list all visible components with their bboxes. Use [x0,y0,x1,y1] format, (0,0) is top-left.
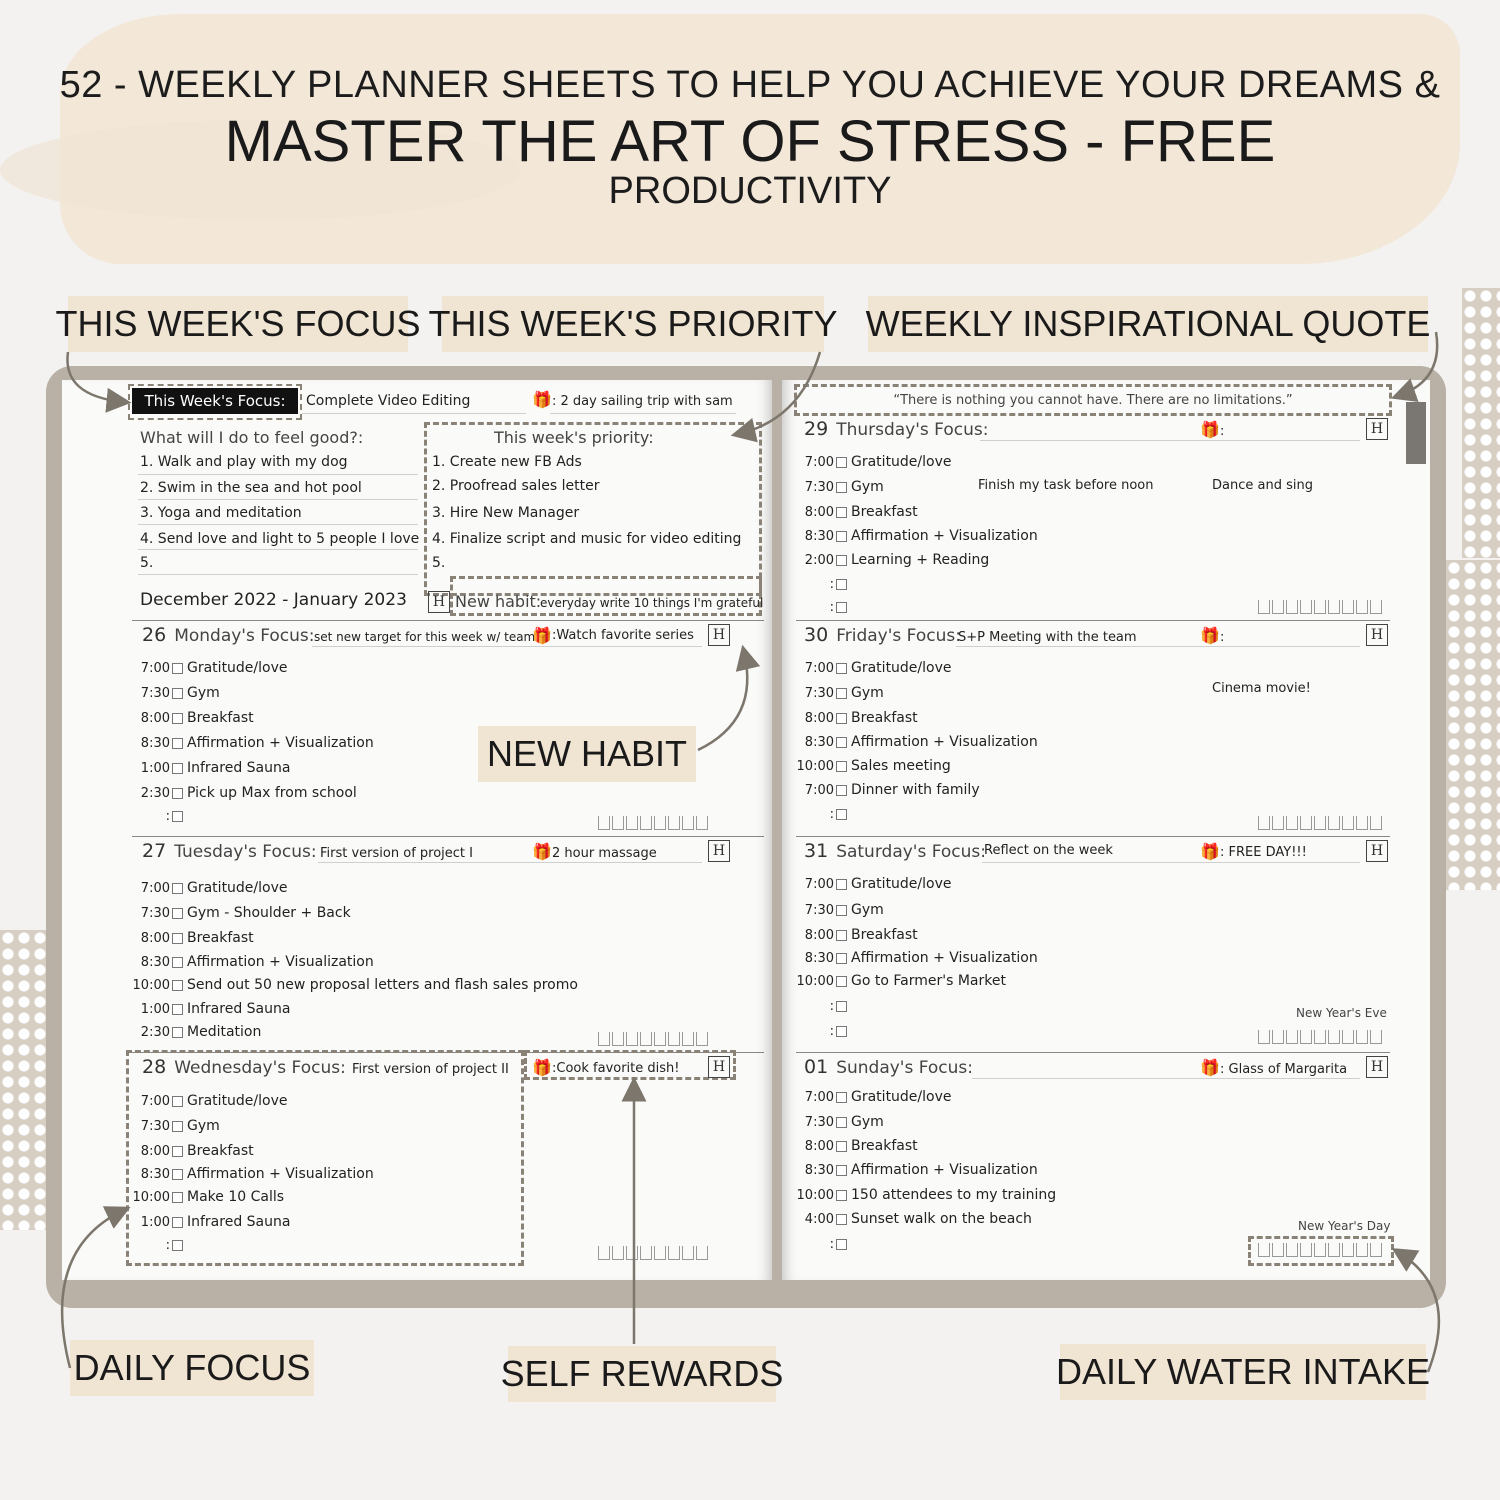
day-focus-value: set new target for this week w/ team [314,630,536,644]
task-text: Affirmation + Visualization [851,950,1038,966]
callout-this-weeks-focus: THIS WEEK'S FOCUS [68,296,408,352]
task-text: Gym [851,902,884,918]
task-text: Send out 50 new proposal letters and flash sales promo [187,977,578,993]
day-number: 28 [142,1056,167,1078]
time-slot: : [829,1236,834,1252]
day-focus-label: Sunday's Focus: [836,1058,974,1078]
day-reward: : [1220,424,1225,439]
arrow-to-priority [738,352,820,434]
time-slot: 1:00 [140,1214,170,1230]
time-slot: 7:30 [140,685,170,701]
time-slot: 10:00 [796,973,834,989]
task-text: Infrared Sauna [187,1001,291,1017]
date-range: December 2022 - January 2023 [140,590,407,610]
headline-line-2: MASTER THE ART OF STRESS - FREE [224,109,1276,174]
time-slot: 8:00 [140,930,170,946]
callout-daily-water-intake: DAILY WATER INTAKE [1060,1344,1426,1400]
time-slot: 8:30 [804,1162,834,1178]
time-slot: 2:30 [140,785,170,801]
day-focus-value: Reflect on the week [984,843,1113,858]
time-slot: 7:00 [804,876,834,892]
habit-check-box[interactable]: H [708,624,730,646]
time-slot: 7:00 [140,660,170,676]
day-reward: : [1220,630,1225,645]
habit-check-box[interactable]: H [1366,624,1388,646]
time-slot: 10:00 [132,1189,170,1205]
arrow-to-week-focus [67,352,124,402]
task-text: Meditation [187,1024,262,1040]
time-slot: : [829,576,834,592]
task-text: Affirmation + Visualization [851,734,1038,750]
time-slot: 2:00 [804,552,834,568]
task-text: Dinner with family [851,782,980,798]
time-slot: 8:00 [804,1138,834,1154]
holiday-label: New Year's Day [1298,1219,1391,1233]
time-slot: 7:30 [804,685,834,701]
task-text: Infrared Sauna [187,1214,291,1230]
arrow-to-daily-focus [62,1210,124,1368]
day-note: Finish my task before noon [978,478,1154,493]
time-slot: 8:00 [140,1143,170,1159]
gift-icon: 🎁 [1200,1058,1220,1077]
habit-check-box[interactable]: H [708,1056,730,1078]
task-text: Sales meeting [851,758,951,774]
task-text: Breakfast [851,927,918,943]
day-focus-label: Friday's Focus: [836,626,961,646]
time-slot: 7:00 [804,454,834,470]
time-slot: 7:00 [804,1089,834,1105]
time-slot: 8:30 [140,1166,170,1182]
priority-item: 5. [432,555,446,571]
time-slot: 7:30 [804,1114,834,1130]
task-text: Breakfast [851,504,918,520]
week-focus-value: Complete Video Editing [306,393,471,409]
time-slot: 8:30 [804,950,834,966]
headline-line-1: 52 - WEEKLY PLANNER SHEETS TO HELP YOU ACHIEVE YOUR DREAMS & [59,64,1441,106]
task-text: Affirmation + Visualization [851,528,1038,544]
day-reward: : Glass of Margarita [1220,1062,1348,1077]
priority-item: 2. Proofread sales letter [432,478,600,494]
gift-icon: 🎁 [532,1058,552,1077]
time-slot: 8:30 [140,954,170,970]
task-text: Breakfast [851,710,918,726]
time-slot: : [829,1023,834,1039]
task-text: Gratitude/love [851,454,952,470]
time-slot: 7:00 [804,660,834,676]
day-focus-value: S+P Meeting with the team [958,630,1137,645]
habit-check-box[interactable]: H [708,840,730,862]
time-slot: : [829,806,834,822]
task-text: Gym - Shoulder + Back [187,905,351,921]
task-text: Infrared Sauna [187,760,291,776]
gift-icon: 🎁 [1200,626,1220,645]
new-habit-label: New habit: [455,592,542,611]
time-slot: 2:30 [140,1024,170,1040]
time-slot: 10:00 [132,977,170,993]
task-text: Affirmation + Visualization [187,1166,374,1182]
task-text: Gratitude/love [851,876,952,892]
day-reward: 2 hour massage [552,846,657,861]
task-text: Gym [851,1114,884,1130]
feel-good-item: 1. Walk and play with my dog [140,454,348,470]
day-focus-label: Monday's Focus: [174,626,315,646]
time-slot: 8:00 [804,504,834,520]
task-text: Go to Farmer's Market [851,973,1006,989]
time-slot: 8:00 [804,710,834,726]
day-reward: :Watch favorite series [552,628,694,643]
time-slot: 8:00 [140,710,170,726]
habit-check-box[interactable]: H [1366,840,1388,862]
task-text: Gym [187,1118,220,1134]
time-slot: : [165,808,170,824]
feel-good-item: 5. [140,555,154,571]
arrow-to-water-intake [1398,1252,1439,1372]
day-note: Dance and sing [1212,478,1313,493]
day-number: 01 [804,1056,829,1078]
task-text: Gratitude/love [187,1093,288,1109]
day-focus-label: Thursday's Focus: [836,420,989,440]
day-note: Cinema movie! [1212,681,1311,696]
day-number: 30 [804,624,829,646]
time-slot: 4:00 [804,1211,834,1227]
day-number: 31 [804,840,829,862]
priority-title: This week's priority: [494,428,654,447]
priority-item: 3. Hire New Manager [432,505,580,521]
day-focus-label: Saturday's Focus: [836,842,987,862]
day-focus-value: First version of project II [352,1062,509,1077]
day-number: 29 [804,418,829,440]
gift-icon: 🎁 [532,842,552,861]
callout-self-rewards: SELF REWARDS [508,1346,776,1402]
gift-icon: 🎁 [532,626,552,645]
time-slot: 7:30 [804,479,834,495]
feel-good-title: What will I do to feel good?: [140,428,364,447]
task-text: Gratitude/love [851,660,952,676]
time-slot: 7:30 [140,1118,170,1134]
task-text: Gratitude/love [187,880,288,896]
task-text: Learning + Reading [851,552,990,568]
callout-daily-focus: DAILY FOCUS [70,1340,314,1396]
arrow-to-quote [1398,332,1437,396]
task-text: Affirmation + Visualization [851,1162,1038,1178]
time-slot: 7:00 [804,782,834,798]
task-text: Gym [851,479,884,495]
new-habit-value: everyday write 10 things I'm grateful [540,596,764,610]
time-slot: 7:00 [140,1093,170,1109]
feel-good-item: 2. Swim in the sea and hot pool [140,480,362,496]
task-text: Affirmation + Visualization [187,735,374,751]
gift-icon: 🎁 [1200,842,1220,861]
task-text: Gratitude/love [187,660,288,676]
feel-good-item: 3. Yoga and meditation [140,505,302,521]
day-focus-label: Wednesday's Focus: [174,1058,346,1078]
time-slot: 7:30 [140,905,170,921]
habit-check-box[interactable]: H [428,591,450,613]
task-text: Breakfast [187,930,254,946]
week-focus-label: This Week's Focus: [132,388,298,414]
task-text: Sunset walk on the beach [851,1211,1032,1227]
task-text: Gym [187,685,220,701]
callout-weekly-inspirational-quote: WEEKLY INSPIRATIONAL QUOTE [868,296,1428,352]
callout-new-habit: NEW HABIT [478,726,696,782]
feel-good-item: 4. Send love and light to 5 people I love [140,531,420,547]
time-slot: : [829,599,834,615]
day-number: 27 [142,840,167,862]
holiday-label: New Year's Eve [1296,1006,1387,1020]
time-slot: 1:00 [140,1001,170,1017]
gift-icon: 🎁 [532,390,552,409]
time-slot: : [165,1237,170,1253]
day-reward: : FREE DAY!!! [1220,845,1307,860]
task-text: Gratitude/love [851,1089,952,1105]
day-focus-label: Tuesday's Focus: [174,842,317,862]
time-slot: 7:30 [804,902,834,918]
headline-line-3: PRODUCTIVITY [608,170,892,212]
time-slot: 8:00 [804,927,834,943]
gift-icon: 🎁 [1200,420,1220,439]
task-text: Pick up Max from school [187,785,357,801]
arrow-to-new-habit [698,652,747,750]
weekly-quote: “There is nothing you cannot have. There are no limitations.” [893,393,1293,408]
time-slot: 7:00 [140,880,170,896]
habit-check-box[interactable]: H [1366,418,1388,440]
task-text: 150 attendees to my training [851,1187,1057,1203]
priority-item: 1. Create new FB Ads [432,454,582,470]
week-reward: : 2 day sailing trip with sam [552,394,733,409]
time-slot: 8:30 [140,735,170,751]
time-slot: 1:00 [140,760,170,776]
day-number: 26 [142,624,167,646]
task-text: Affirmation + Visualization [187,954,374,970]
task-text: Gym [851,685,884,701]
task-text: Breakfast [187,710,254,726]
task-text: Breakfast [187,1143,254,1159]
time-slot: 8:30 [804,528,834,544]
callout-this-weeks-priority: THIS WEEK'S PRIORITY [442,296,824,352]
time-slot: 10:00 [796,1187,834,1203]
time-slot: 10:00 [796,758,834,774]
day-reward: :Cook favorite dish! [552,1061,680,1076]
priority-item: 4. Finalize script and music for video editing [432,531,742,547]
task-text: Breakfast [851,1138,918,1154]
time-slot: 8:30 [804,734,834,750]
day-focus-value: First version of project I [320,846,473,861]
task-text: Make 10 Calls [187,1189,285,1205]
time-slot: : [829,998,834,1014]
habit-check-box[interactable]: H [1366,1056,1388,1078]
